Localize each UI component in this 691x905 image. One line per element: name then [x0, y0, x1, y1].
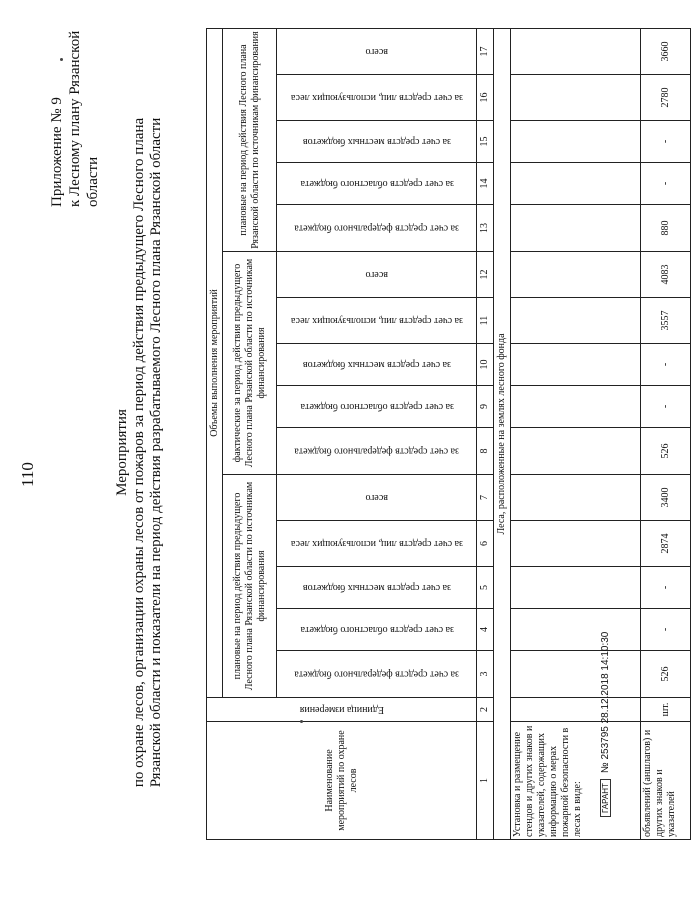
column-number-row	[477, 28, 494, 839]
header-name: Наименование мероприятий по охране лесов	[207, 722, 477, 840]
header-total: всего	[277, 475, 477, 521]
row-name: объявлений (аншлагов) и других знаков и указателей	[641, 722, 691, 840]
page-number: 110	[18, 462, 37, 487]
cell-value: 3557	[641, 298, 691, 344]
header-federal: за счет средств федерального бюджета	[277, 428, 477, 475]
cell-value: -	[641, 344, 691, 386]
col-num: 7	[477, 475, 494, 521]
scan-dot	[60, 58, 63, 61]
cell-value: 526	[641, 651, 691, 698]
table-row	[511, 28, 641, 839]
cell-value: -	[641, 163, 691, 205]
header-planned-new: плановые на период действия Лесного плана Рязанской области по источникам финансирования	[223, 28, 277, 251]
cell-value: 2874	[641, 521, 691, 567]
header-actual-prev: фактические за период действия предыдущего Лесного плана Рязанской области по источникам финансирования	[223, 252, 277, 475]
document-stamp	[600, 632, 611, 817]
cell-value: 4083	[641, 252, 691, 298]
col-num: 13	[477, 205, 494, 252]
header-federal: за счет средств федерального бюджета	[277, 205, 477, 252]
appendix-line-2: к Лесному плану Рязанской	[67, 30, 83, 207]
header-federal: за счет средств федерального бюджета	[277, 651, 477, 698]
cell-value: 2780	[641, 75, 691, 121]
header-regional: за счет средств областного бюджета	[277, 609, 477, 651]
title-line-1: Мероприятия	[114, 409, 130, 496]
col-num: 15	[477, 121, 494, 163]
row-unit: шт.	[641, 698, 691, 722]
col-num: 17	[477, 28, 494, 74]
row-name: Установка и размещение стендов и других знаков и указателей, содержащих информацию о мерах пожарной безопасности в лесах в виде:	[511, 722, 641, 840]
title-line-3: Рязанской области и показатели на период действия разрабатываемого Лесного плана Рязанской области	[148, 117, 164, 788]
col-num: 2	[477, 698, 494, 722]
cell-value: 880	[641, 205, 691, 252]
document-title	[114, 0, 165, 905]
cell-value: 3400	[641, 475, 691, 521]
header-planned-prev: плановые на период действия предыдущего Лесного плана Рязанской области по источникам финансирования	[223, 475, 277, 698]
cell-value: -	[641, 121, 691, 163]
header-users: за счет средств лиц, использующих леса	[277, 75, 477, 121]
cell-value: 526	[641, 428, 691, 475]
header-users: за счет средств лиц, использующих леса	[277, 521, 477, 567]
header-total: всего	[277, 28, 477, 74]
header-local: за счет средств местных бюджетов	[277, 344, 477, 386]
title-line-2: по охране лесов, организации охраны лесов от пожаров за период действия предыдущего Лесного плана	[131, 117, 147, 788]
header-unit: Единица измерения	[207, 698, 477, 722]
col-num: 3	[477, 651, 494, 698]
appendix-line-1: Приложение № 9	[49, 97, 65, 207]
header-volume: Объемы выполнения мероприятий	[207, 28, 223, 697]
col-num: 5	[477, 567, 494, 609]
garant-logo: ГАРАНТ	[600, 779, 611, 817]
col-num: 11	[477, 298, 494, 344]
cell-value: -	[641, 567, 691, 609]
col-num: 16	[477, 75, 494, 121]
col-num: 8	[477, 428, 494, 475]
cell-value: -	[641, 609, 691, 651]
col-num: 10	[477, 344, 494, 386]
col-num: 4	[477, 609, 494, 651]
col-num: 12	[477, 252, 494, 298]
table-row	[641, 28, 691, 839]
cell-value: -	[641, 386, 691, 428]
appendix-header	[48, 31, 102, 207]
measures-table	[206, 28, 691, 840]
scan-dot	[300, 720, 303, 723]
col-num: 14	[477, 163, 494, 205]
col-num: 1	[477, 722, 494, 840]
header-regional: за счет средств областного бюджета	[277, 163, 477, 205]
cell-value: 3660	[641, 28, 691, 74]
stamp-text: № 253795 28.12.2018 14:10:30	[600, 631, 611, 774]
header-users: за счет средств лиц, использующих леса	[277, 298, 477, 344]
header-regional: за счет средств областного бюджета	[277, 386, 477, 428]
header-local: за счет средств местных бюджетов	[277, 567, 477, 609]
header-total: всего	[277, 252, 477, 298]
section-row	[494, 28, 511, 839]
section-title: Леса, расположенные на землях лесного фонда	[494, 28, 511, 839]
col-num: 9	[477, 386, 494, 428]
appendix-line-3: области	[85, 156, 101, 207]
header-local: за счет средств местных бюджетов	[277, 121, 477, 163]
col-num: 6	[477, 521, 494, 567]
